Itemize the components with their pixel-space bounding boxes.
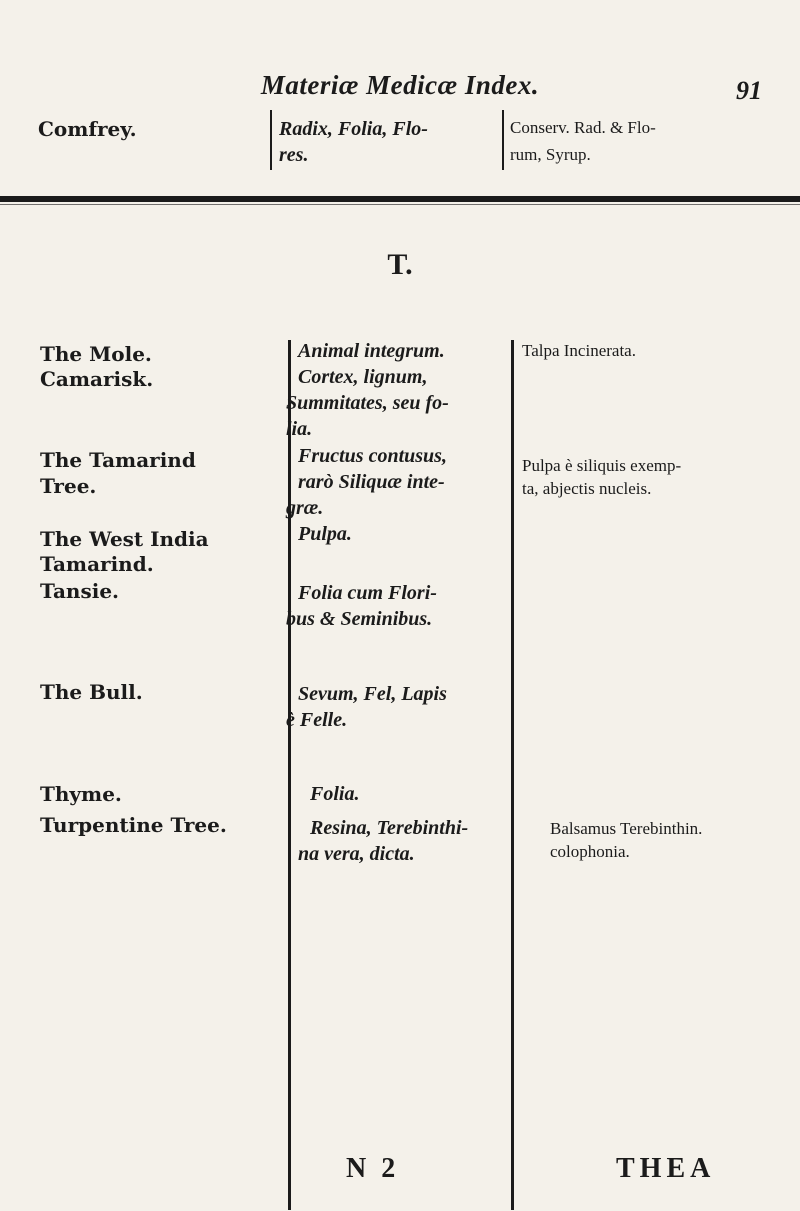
entry-english-line: The West India xyxy=(40,527,209,551)
entry-preparation-line: Balsamus Terebinthin. xyxy=(550,819,703,838)
entry-latin-line: græ. xyxy=(286,497,324,519)
entry-preparation-line: colophonia. xyxy=(550,842,630,861)
entry-preparation-line: ta, abjectis nucleis. xyxy=(522,479,652,498)
catchword: THEA xyxy=(616,1153,716,1184)
running-title: Materiæ Medicæ Index. xyxy=(260,70,540,100)
entry-latin-line: na vera, dicta. xyxy=(298,843,415,865)
column-divider-left xyxy=(288,340,291,1210)
page-number: 91 xyxy=(736,76,762,105)
entry-preparation-line: Pulpa è siliquis exemp- xyxy=(522,456,682,475)
entry-english-comfrey: Comfrey. xyxy=(38,117,137,141)
entry-latin-line: Summitates, seu fo- xyxy=(286,392,449,414)
column-divider xyxy=(502,110,504,170)
entry-latin-line: rarò Siliquæ inte- xyxy=(298,471,445,493)
section-letter: T. xyxy=(387,248,413,281)
entry-english-line: Tansie. xyxy=(40,579,120,603)
entry-latin-line: Cortex, lignum, xyxy=(298,366,428,388)
entry-latin-line: Radix, Folia, Flo- xyxy=(279,118,428,140)
entry-preparation-line: Talpa Incinerata. xyxy=(522,341,636,360)
entry-english-line: Tamarind. xyxy=(40,552,154,576)
entry-preparation-line: rum, Syrup. xyxy=(510,145,591,164)
signature-mark: N 2 xyxy=(346,1153,400,1184)
entry-english-line: Turpentine Tree. xyxy=(40,813,227,837)
column-divider-right xyxy=(511,340,514,1210)
entry-latin-line: Resina, Terebinthi- xyxy=(310,817,469,839)
entry-english-line: The Bull. xyxy=(40,680,143,704)
entry-latin-line: Fructus contusus, xyxy=(298,445,447,467)
section-rule-thin xyxy=(0,204,800,205)
entry-latin-line: Animal integrum. xyxy=(298,340,445,362)
entry-preparation-line: Conserv. Rad. & Flo- xyxy=(510,118,656,137)
section-rule xyxy=(0,196,800,202)
entry-english-line: The Tamarind xyxy=(40,448,196,472)
entry-latin-line: Folia cum Flori- xyxy=(298,582,437,604)
entry-latin-line: Folia. xyxy=(310,783,360,805)
entry-latin-line: res. xyxy=(279,144,309,166)
entry-english-line: Tree. xyxy=(40,474,97,498)
column-divider xyxy=(270,110,272,170)
entry-latin-line: è Felle. xyxy=(286,709,348,731)
entry-latin-line: Pulpa. xyxy=(298,523,352,545)
entry-latin-line: lia. xyxy=(286,418,313,440)
entry-latin-line: Sevum, Fel, Lapis xyxy=(298,683,447,705)
entry-english-line: Camarisk. xyxy=(40,367,154,391)
entry-english-line: The Mole. xyxy=(40,342,152,366)
entry-latin-line: bus & Seminibus. xyxy=(286,608,433,630)
entry-english-line: Thyme. xyxy=(40,782,122,806)
